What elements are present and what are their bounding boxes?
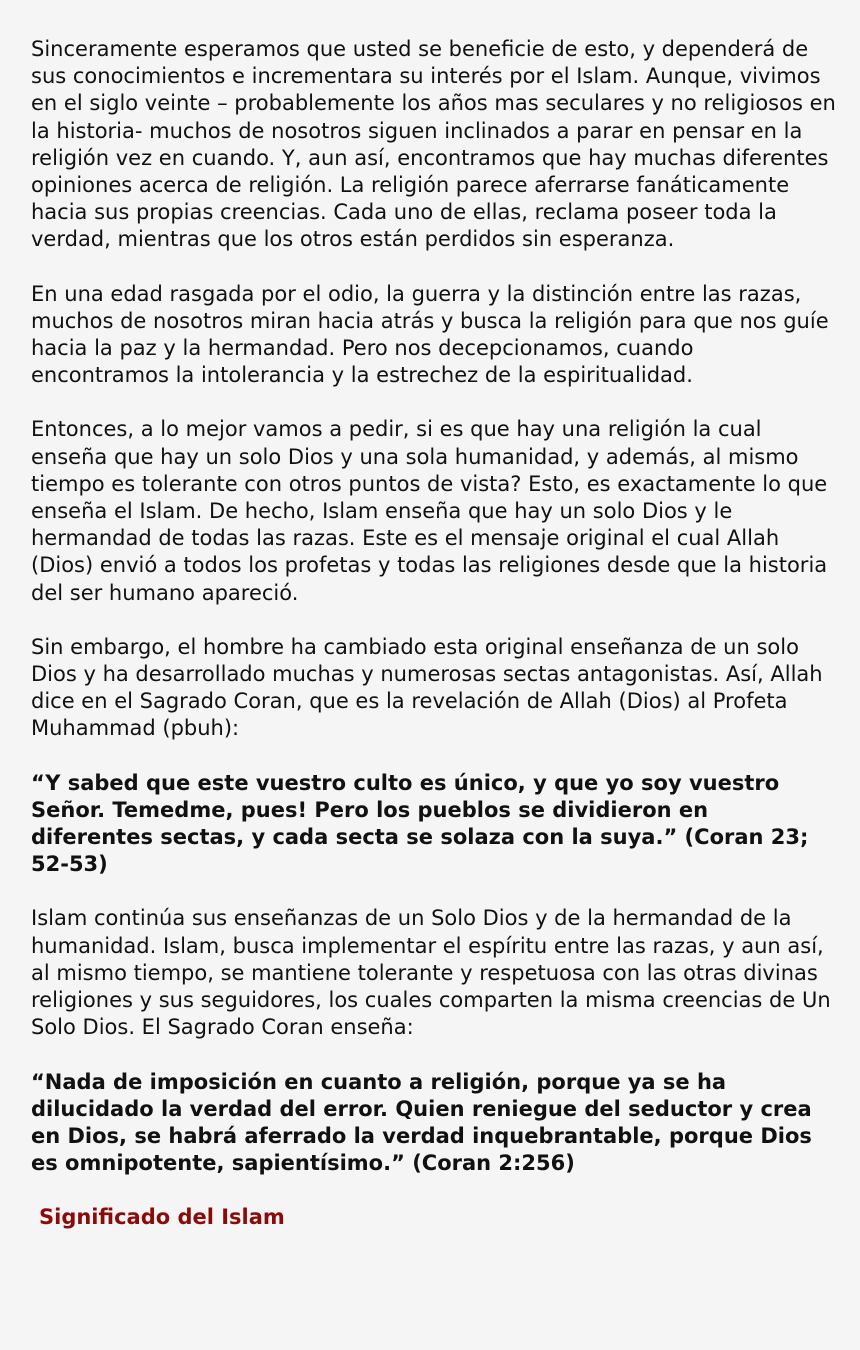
section-heading: Significado del Islam [39,1205,285,1230]
document-body [31,36,836,1232]
paragraph-one-god: Entonces, a lo mejor vamos a pedir, si es que hay una religión la cual enseña que hay un solo Dios y una sola humanidad, y además, al mismo tiempo es tolerante con otros puntos de vista? Esto, es exactamente lo que enseña el Islam. De hecho, Islam enseña que hay un solo Dios y le hermandad de todas las razas. Este es el mensaje original el cual Allah (Dios) envió a todos los profetas y todas las religiones desde que la historia del ser humano apareció. [31,417,828,605]
quote-coran-23: “Y sabed que este vuestro culto es único, y que yo soy vuestro Señor. Temedme, pues! Pero los pueblos se dividieron en diferentes sectas, y cada secta se solaza con la suya.” (Coran 23; 52-53) [31,770,809,877]
quote-coran-2-256: “Nada de imposición en cuanto a religión, porque ya se ha dilucidado la verdad del error. Quien reniegue del seductor y crea en Dios, se habrá aferrado la verdad inquebrantable, porque Dios es omnipotente, sapientísimo.” (Coran 2:256) [31,1069,812,1176]
paragraph-intro: Sinceramente esperamos que usted se beneficie de esto, y dependerá de sus conocimientos e incrementara su interés por el Islam. Aunque, vivimos en el siglo veinte – probablemente los años mas seculares y no religiosos en la historia- muchos de nosotros siguen inclinados a parar en pensar en la religión vez en cuando. Y, aun así, encontramos que hay muchas diferentes opiniones acerca de religión. La religión parece aferrarse fanáticamente hacia sus propias creencias. Cada uno de ellas, reclama poseer toda la verdad, mientras que los otros están perdidos sin esperanza. [31,37,836,252]
paragraph-hatred-age: En una edad rasgada por el odio, la guerra y la distinción entre las razas, muchos de nosotros miran hacia atrás y busca la religión para que nos guíe hacia la paz y la hermandad. Pero nos decepcionamos, cuando encontramos la intolerancia y la estrechez de la espiritualidad. [31,281,829,388]
paragraph-tolerance: Islam continúa sus enseñanzas de un Solo Dios y de la hermandad de la humanidad. Islam, busca implementar el espíritu entre las razas, y aun así, al mismo tiempo, se mantiene tolerante y respetuosa con las otras divinas religiones y sus seguidores, los cuales comparten la misma creencias de Un Solo Dios. El Sagrado Coran enseña: [31,906,831,1040]
paragraph-sects: Sin embargo, el hombre ha cambiado esta original enseñanza de un solo Dios y ha desarrollado muchas y numerosas sectas antagonistas. Así, Allah dice en el Sagrado Coran, que es la revelación de Allah (Dios) al Profeta Muhammad (pbuh): [31,634,823,741]
